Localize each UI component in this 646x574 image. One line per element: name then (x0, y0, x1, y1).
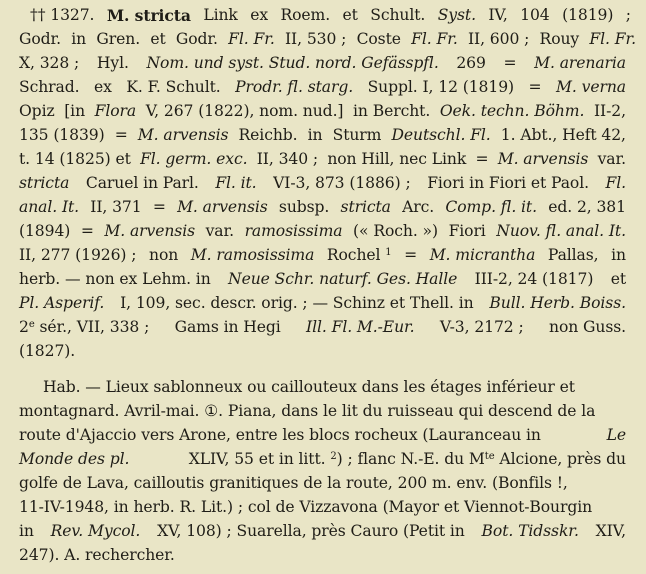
text-line: 2e sér., VII, 338 ; Gams in Hegi Ill. Fl. M.-Eur. V-3, 2172 ; non Guss. (19, 318, 626, 336)
text-line: Schrad. ex K. F. Schult. Prodr. fl. starg. Suppl. I, 12 (1819) = M. verna (19, 78, 626, 96)
text-line: anal. It. II, 371 = M. arvensis subsp. stricta Arc. Comp. fl. it. ed. 2, 381 (19, 198, 626, 216)
habitat-line: Hab. — Lieux sablonneux ou caillouteux dans les étages inférieur et (43, 378, 575, 396)
text-line: Pl. Asperif. I, 109, sec. descr. orig. ; — Schinz et Thell. in Bull. Herb. Boiss. (19, 294, 626, 312)
text-line: (1894) = M. arvensis var. ramosissima (« Roch. ») Fiori Nuov. fl. anal. It. (19, 222, 626, 240)
habitat-line: golfe de Lava, cailloutis granitiques de la route, 200 m. env. (Bonfils !, (19, 474, 568, 492)
habitat-line: in Rev. Mycol. XV, 108) ; Suarella, près Cauro (Petit in Bot. Tidsskr. XIV, (19, 522, 626, 540)
habitat-line: 11-IV-1948, in herb. R. Lit.) ; col de Vizzavona (Mayor et Viennot-Bourgin (19, 498, 593, 516)
text-line: †† 1327. M. stricta Link ex Roem. et Schult. Syst. IV, 104 (1819) ; (30, 6, 631, 25)
habitat-line: montagnard. Avril-mai. ①. Piana, dans le lit du ruisseau qui descend de la (19, 402, 596, 420)
text-line: X, 328 ; Hyl. Nom. und syst. Stud. nord. Gefässpfl. 269 = M. arenaria (19, 54, 626, 72)
habitat-line: 247). A. rechercher. (19, 546, 175, 564)
text-line: herb. — non ex Lehm. in Neue Schr. naturf. Ges. Halle III-2, 24 (1817) et (19, 270, 626, 288)
text-line: (1827). (19, 342, 76, 360)
text-line: Opiz [in Flora V, 267 (1822), nom. nud.] in Bercht. Oek. techn. Böhm. II-2, (19, 102, 626, 120)
text-line: t. 14 (1825) et Fl. germ. exc. II, 340 ; non Hill, nec Link = M. arvensis var. (19, 150, 626, 168)
text-line: Godr. in Gren. et Godr. Fl. Fr. II, 530 ; Coste Fl. Fr. II, 600 ; Rouy Fl. Fr. (19, 30, 636, 48)
habitat-line: route d'Ajaccio vers Arone, entre les blocs rocheux (Lauranceau in Le (19, 426, 626, 444)
habitat-line: Monde des pl. XLIV, 55 et in litt. $^2$) ; flanc N.-E. du $M^{te}$ Alcione, près du (19, 450, 626, 468)
text-line: stricta Caruel in Parl. Fl. it. VI-3, 873 (1886) ; Fiori in Fiori et Paol. Fl. (19, 174, 626, 192)
text-line: 135 (1839) = M. arvensis Reichb. in Sturm Deutschl. Fl. 1. Abt., Heft 42, (19, 126, 626, 144)
text-line: II, 277 (1926) ; non M. ramosissima Rochel $^1$ = M. micrantha Pallas, in (19, 246, 626, 264)
